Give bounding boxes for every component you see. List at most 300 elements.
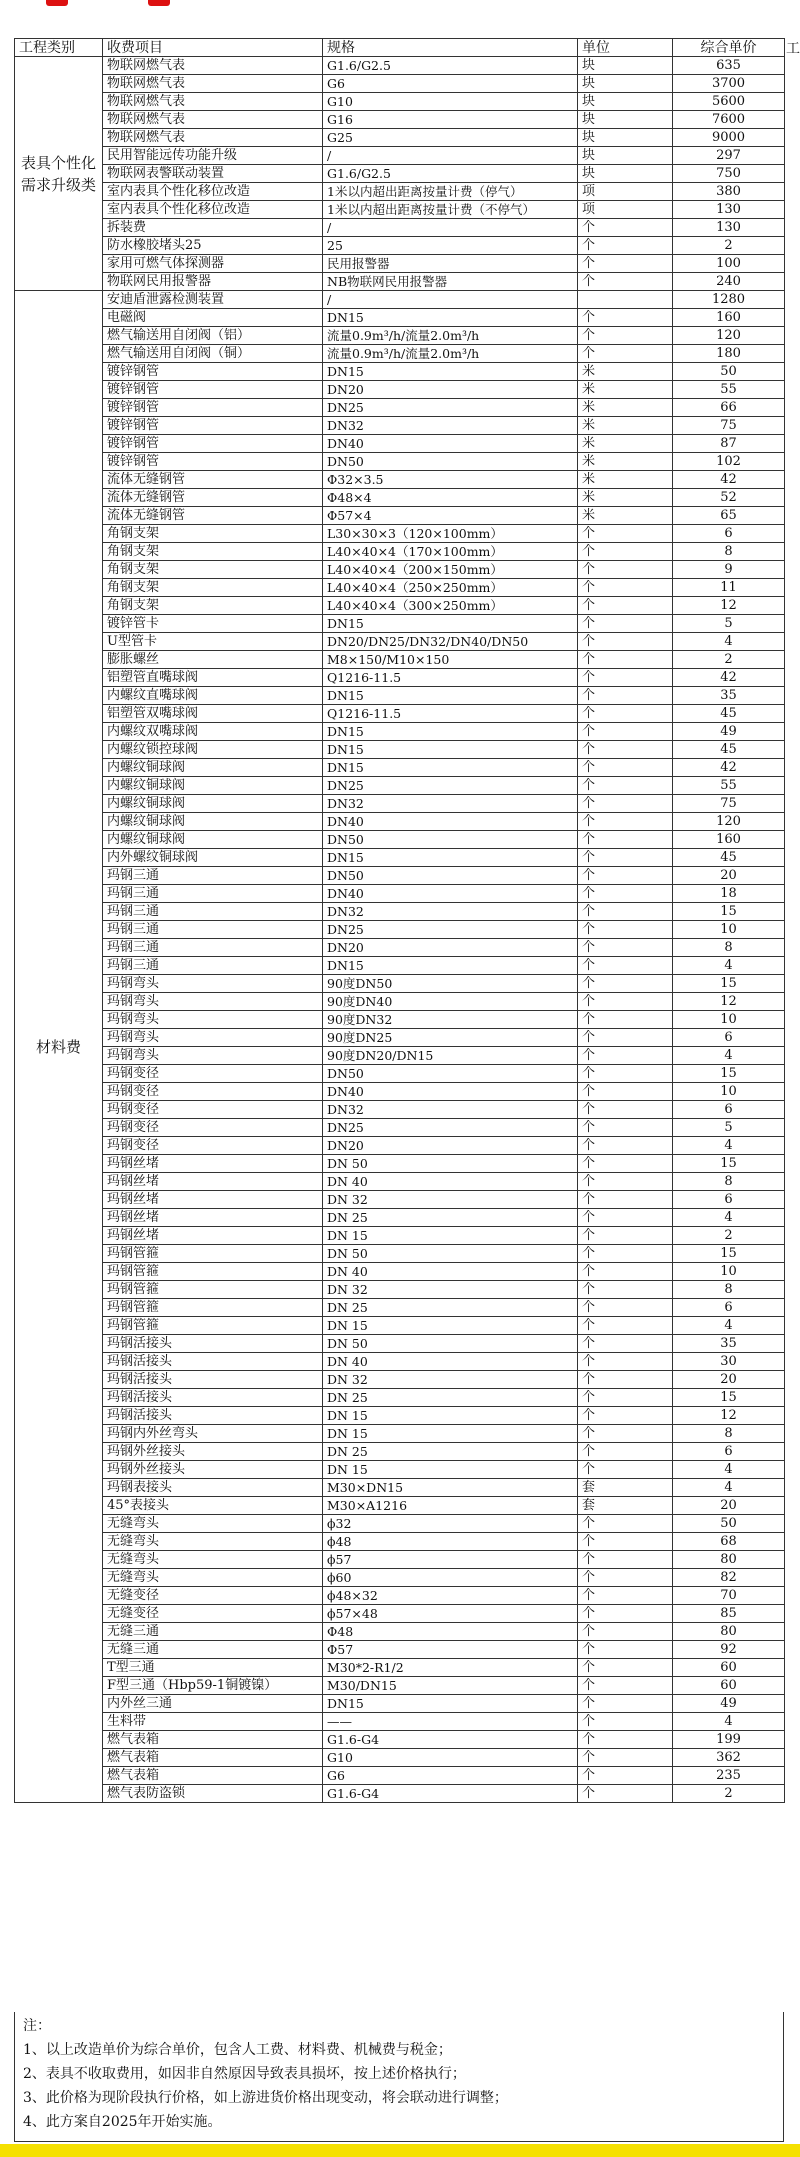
cell-item: 角钢支架	[103, 561, 323, 579]
cell-unit: 个	[578, 1119, 673, 1137]
cell-spec: L40×40×4（200×150mm）	[323, 561, 578, 579]
category-meter-upgrade: 表具个性化需求升级类	[15, 57, 103, 291]
cell-item: 玛钢丝堵	[103, 1191, 323, 1209]
cell-unit: 个	[578, 1731, 673, 1749]
table-row	[15, 1065, 785, 1083]
cell-spec: ϕ60	[323, 1569, 578, 1587]
cell-item: 流体无缝钢管	[103, 471, 323, 489]
cell-unit: 个	[578, 1317, 673, 1335]
cell-unit: 个	[578, 831, 673, 849]
cell-unit: 块	[578, 111, 673, 129]
cell-item: 镀锌钢管	[103, 381, 323, 399]
cell-spec: DN32	[323, 1101, 578, 1119]
cell-price: 15	[673, 1245, 785, 1263]
header-category: 工程类别	[15, 39, 103, 57]
cell-unit: 个	[578, 723, 673, 741]
table-row	[15, 183, 785, 201]
table-row	[15, 1101, 785, 1119]
cell-item: 玛钢变径	[103, 1137, 323, 1155]
cell-spec: Q1216-11.5	[323, 669, 578, 687]
cell-unit: 个	[578, 705, 673, 723]
table-row	[15, 1011, 785, 1029]
cell-spec: Φ48	[323, 1623, 578, 1641]
cell-price: 4	[673, 957, 785, 975]
table-row	[15, 1407, 785, 1425]
cell-price: 180	[673, 345, 785, 363]
cell-price: 11	[673, 579, 785, 597]
cell-unit: 个	[578, 1533, 673, 1551]
cell-unit: 个	[578, 1155, 673, 1173]
cell-price: 12	[673, 1407, 785, 1425]
cell-spec: 1米以内超出距离按量计费（不停气）	[323, 201, 578, 219]
cell-unit: 个	[578, 669, 673, 687]
cell-spec: DN20/DN25/DN32/DN40/DN50	[323, 633, 578, 651]
cell-spec: DN32	[323, 903, 578, 921]
cell-item: 玛钢外丝接头	[103, 1461, 323, 1479]
cell-price: 20	[673, 1497, 785, 1515]
cell-spec: DN15	[323, 687, 578, 705]
cell-spec: Φ57	[323, 1641, 578, 1659]
cell-price: 50	[673, 1515, 785, 1533]
cell-price: 60	[673, 1677, 785, 1695]
cell-price: 5600	[673, 93, 785, 111]
cell-item: 玛钢变径	[103, 1101, 323, 1119]
cell-spec: DN15	[323, 759, 578, 777]
cell-item: 内外螺纹铜球阀	[103, 849, 323, 867]
table-row	[15, 363, 785, 381]
cell-item: 玛钢活接头	[103, 1353, 323, 1371]
cell-unit: 米	[578, 381, 673, 399]
table-row	[15, 381, 785, 399]
cell-item: 内螺纹双嘴球阀	[103, 723, 323, 741]
table-row	[15, 1209, 785, 1227]
cell-unit: 个	[578, 219, 673, 237]
cell-spec: DN 32	[323, 1371, 578, 1389]
table-row	[15, 399, 785, 417]
cell-spec: DN40	[323, 885, 578, 903]
cell-price: 6	[673, 1191, 785, 1209]
table-row	[15, 633, 785, 651]
cell-unit: 个	[578, 885, 673, 903]
table-row	[15, 885, 785, 903]
cell-spec: M30/DN15	[323, 1677, 578, 1695]
table-row	[15, 1497, 785, 1515]
cell-unit: 个	[578, 1425, 673, 1443]
right-edge-char: 工	[786, 41, 800, 57]
cell-item: 玛钢活接头	[103, 1407, 323, 1425]
table-row	[15, 1299, 785, 1317]
cell-spec: DN50	[323, 1065, 578, 1083]
cell-price: 4	[673, 1047, 785, 1065]
cell-spec: G6	[323, 1767, 578, 1785]
cell-item: 燃气输送用自闭阀（铜）	[103, 345, 323, 363]
note-2: 2、表具不收取费用，如因非自然原因导致表具损坏，按上述价格执行；	[23, 2066, 466, 2082]
cell-price: 55	[673, 777, 785, 795]
table-row	[15, 165, 785, 183]
cell-price: 15	[673, 1389, 785, 1407]
cell-unit: 个	[578, 1767, 673, 1785]
cell-item: 内螺纹铜球阀	[103, 759, 323, 777]
cell-unit: 个	[578, 1389, 673, 1407]
cell-price: 297	[673, 147, 785, 165]
table-row	[15, 813, 785, 831]
cell-spec: DN50	[323, 831, 578, 849]
cell-price: 42	[673, 669, 785, 687]
cell-price: 130	[673, 201, 785, 219]
table-row	[15, 795, 785, 813]
cell-unit: 个	[578, 1245, 673, 1263]
table-row	[15, 1443, 785, 1461]
cell-unit: 块	[578, 93, 673, 111]
cell-price: 12	[673, 993, 785, 1011]
cell-spec: Q1216-11.5	[323, 705, 578, 723]
cell-unit: 个	[578, 345, 673, 363]
table-row	[15, 1767, 785, 1785]
cell-price: 8	[673, 1281, 785, 1299]
cell-item: 玛钢三通	[103, 885, 323, 903]
table-row	[15, 1713, 785, 1731]
cell-item: 玛钢活接头	[103, 1389, 323, 1407]
cell-price: 2	[673, 1785, 785, 1803]
cell-spec: DN25	[323, 399, 578, 417]
cell-item: 镀锌钢管	[103, 399, 323, 417]
cell-price: 80	[673, 1623, 785, 1641]
cell-price: 4	[673, 1479, 785, 1497]
cell-spec: DN 25	[323, 1443, 578, 1461]
cell-item: 电磁阀	[103, 309, 323, 327]
cell-unit: 个	[578, 1785, 673, 1803]
cell-unit: 个	[578, 1227, 673, 1245]
table-row	[15, 1281, 785, 1299]
cell-unit: 项	[578, 183, 673, 201]
red-mark	[46, 0, 68, 6]
cell-price: 49	[673, 1695, 785, 1713]
cell-item: 内螺纹铜球阀	[103, 795, 323, 813]
price-table	[14, 38, 785, 1803]
cell-item: 玛钢三通	[103, 867, 323, 885]
cell-unit: 个	[578, 1065, 673, 1083]
table-row	[15, 1083, 785, 1101]
cell-unit: 个	[578, 1137, 673, 1155]
cell-unit: 个	[578, 1011, 673, 1029]
cell-item: 无缝弯头	[103, 1515, 323, 1533]
table-row	[15, 1695, 785, 1713]
cell-price: 80	[673, 1551, 785, 1569]
notes-title: 注：	[23, 2018, 51, 2034]
cell-price: 20	[673, 1371, 785, 1389]
table-row	[15, 1371, 785, 1389]
cell-item: 内螺纹铜球阀	[103, 777, 323, 795]
top-strip	[0, 0, 800, 18]
table-row	[15, 147, 785, 165]
cell-spec: DN 50	[323, 1245, 578, 1263]
cell-unit: 个	[578, 1263, 673, 1281]
cell-unit: 米	[578, 435, 673, 453]
cell-price: 55	[673, 381, 785, 399]
cell-item: 玛钢弯头	[103, 993, 323, 1011]
cell-unit: 个	[578, 309, 673, 327]
cell-item: 镀锌钢管	[103, 435, 323, 453]
cell-unit: 个	[578, 543, 673, 561]
table-row	[15, 741, 785, 759]
cell-unit: 个	[578, 1515, 673, 1533]
note-1: 1、以上改造单价为综合单价，包含人工费、材料费、机械费与税金；	[23, 2042, 452, 2058]
table-row	[15, 345, 785, 363]
cell-unit: 个	[578, 1605, 673, 1623]
cell-spec: M30*2-R1/2	[323, 1659, 578, 1677]
table-row	[15, 615, 785, 633]
cell-unit: 个	[578, 957, 673, 975]
cell-price: 130	[673, 219, 785, 237]
cell-item: 镀锌钢管	[103, 363, 323, 381]
cell-price: 4	[673, 1137, 785, 1155]
cell-item: 玛钢管箍	[103, 1263, 323, 1281]
cell-spec: Φ48×4	[323, 489, 578, 507]
table-row	[15, 435, 785, 453]
cell-item: 玛钢丝堵	[103, 1155, 323, 1173]
table-row	[15, 1263, 785, 1281]
cell-spec: M8×150/M10×150	[323, 651, 578, 669]
cell-spec: DN 15	[323, 1317, 578, 1335]
cell-spec: DN40	[323, 813, 578, 831]
cell-price: 120	[673, 813, 785, 831]
header-unit: 单位	[578, 39, 673, 57]
cell-spec: DN50	[323, 453, 578, 471]
cell-unit: 块	[578, 147, 673, 165]
cell-spec: DN15	[323, 723, 578, 741]
table-row	[15, 309, 785, 327]
table-row	[15, 489, 785, 507]
cell-price: 160	[673, 309, 785, 327]
cell-unit: 个	[578, 867, 673, 885]
cell-price: 4	[673, 1209, 785, 1227]
cell-price: 102	[673, 453, 785, 471]
cell-unit: 个	[578, 273, 673, 291]
category-material: 材料费	[15, 291, 103, 1803]
cell-unit: 块	[578, 75, 673, 93]
cell-spec: L40×40×4（250×250mm）	[323, 579, 578, 597]
cell-spec: DN50	[323, 867, 578, 885]
table-row	[15, 1641, 785, 1659]
cell-unit: 个	[578, 849, 673, 867]
cell-price: 70	[673, 1587, 785, 1605]
table-row	[15, 579, 785, 597]
table-row	[15, 1569, 785, 1587]
cell-spec: DN 40	[323, 1353, 578, 1371]
table-row	[15, 597, 785, 615]
cell-price: 8	[673, 1173, 785, 1191]
cell-item: 玛钢内外丝弯头	[103, 1425, 323, 1443]
table-row	[15, 1317, 785, 1335]
cell-unit: 个	[578, 975, 673, 993]
cell-item: 玛钢丝堵	[103, 1209, 323, 1227]
cell-unit: 个	[578, 651, 673, 669]
cell-price: 45	[673, 705, 785, 723]
cell-spec: G1.6/G2.5	[323, 165, 578, 183]
table-row	[15, 975, 785, 993]
cell-price: 30	[673, 1353, 785, 1371]
cell-item: 内螺纹铜球阀	[103, 813, 323, 831]
cell-item: 玛钢弯头	[103, 975, 323, 993]
cell-item: 燃气表箱	[103, 1731, 323, 1749]
cell-spec: DN 50	[323, 1155, 578, 1173]
cell-unit: 个	[578, 1353, 673, 1371]
table-row	[15, 219, 785, 237]
cell-price: 240	[673, 273, 785, 291]
cell-price: 15	[673, 1155, 785, 1173]
header-spec: 规格	[323, 39, 578, 57]
table-row	[15, 759, 785, 777]
table-row	[15, 1335, 785, 1353]
cell-price: 87	[673, 435, 785, 453]
cell-item: 安迪盾泄露检测装置	[103, 291, 323, 309]
cell-spec: G1.6-G4	[323, 1731, 578, 1749]
cell-price: 15	[673, 975, 785, 993]
table-row	[15, 1623, 785, 1641]
cell-price: 12	[673, 597, 785, 615]
cell-item: 物联网燃气表	[103, 57, 323, 75]
table-row	[15, 921, 785, 939]
cell-price: 18	[673, 885, 785, 903]
cell-item: 玛钢活接头	[103, 1371, 323, 1389]
bottom-bar	[0, 2144, 800, 2157]
table-row	[15, 1119, 785, 1137]
cell-unit: 块	[578, 165, 673, 183]
cell-item: 家用可燃气体探测器	[103, 255, 323, 273]
cell-price: 9000	[673, 129, 785, 147]
cell-item: 燃气表箱	[103, 1767, 323, 1785]
cell-item: 玛钢丝堵	[103, 1173, 323, 1191]
cell-price: 9	[673, 561, 785, 579]
cell-unit: 米	[578, 489, 673, 507]
cell-price: 4	[673, 633, 785, 651]
cell-item: 燃气表箱	[103, 1749, 323, 1767]
cell-item: 角钢支架	[103, 597, 323, 615]
cell-price: 66	[673, 399, 785, 417]
cell-spec: 1米以内超出距离按量计费（停气）	[323, 183, 578, 201]
cell-spec: /	[323, 291, 578, 309]
cell-item: 拆装费	[103, 219, 323, 237]
cell-unit: 个	[578, 1749, 673, 1767]
cell-item: 玛钢三通	[103, 939, 323, 957]
cell-unit: 个	[578, 1641, 673, 1659]
cell-spec: DN 15	[323, 1227, 578, 1245]
table-row	[15, 957, 785, 975]
cell-item: 物联网燃气表	[103, 111, 323, 129]
cell-spec: DN 25	[323, 1389, 578, 1407]
cell-spec: G1.6/G2.5	[323, 57, 578, 75]
cell-item: 玛钢弯头	[103, 1047, 323, 1065]
table-row	[15, 993, 785, 1011]
table-row	[15, 651, 785, 669]
table-row	[15, 849, 785, 867]
cell-unit: 个	[578, 1677, 673, 1695]
cell-spec: 流量0.9m³/h/流量2.0m³/h	[323, 345, 578, 363]
cell-item: 无缝弯头	[103, 1551, 323, 1569]
cell-spec: /	[323, 219, 578, 237]
cell-spec: DN 15	[323, 1407, 578, 1425]
cell-item: 无缝三通	[103, 1641, 323, 1659]
cell-price: 2	[673, 237, 785, 255]
cell-spec: DN20	[323, 381, 578, 399]
cell-spec: DN32	[323, 417, 578, 435]
cell-price: 49	[673, 723, 785, 741]
cell-price: 5	[673, 615, 785, 633]
cell-item: 内螺纹铜球阀	[103, 831, 323, 849]
cell-price: 75	[673, 417, 785, 435]
cell-spec: DN 25	[323, 1299, 578, 1317]
cell-spec: Φ32×3.5	[323, 471, 578, 489]
red-mark	[148, 0, 170, 6]
table-row	[15, 57, 785, 75]
cell-item: 玛钢管箍	[103, 1317, 323, 1335]
cell-price: 8	[673, 939, 785, 957]
cell-unit: 个	[578, 1461, 673, 1479]
table-row	[15, 1425, 785, 1443]
cell-unit: 个	[578, 1659, 673, 1677]
cell-unit: 个	[578, 1623, 673, 1641]
table-row	[15, 1749, 785, 1767]
table-row	[15, 471, 785, 489]
cell-unit: 个	[578, 1191, 673, 1209]
cell-spec: Φ57×4	[323, 507, 578, 525]
cell-price: 100	[673, 255, 785, 273]
cell-spec: L40×40×4（170×100mm）	[323, 543, 578, 561]
cell-item: 物联网燃气表	[103, 129, 323, 147]
cell-unit: 个	[578, 1371, 673, 1389]
cell-unit: 米	[578, 471, 673, 489]
cell-unit: 个	[578, 561, 673, 579]
table-row	[15, 273, 785, 291]
table-row	[15, 291, 785, 309]
cell-spec: DN40	[323, 1083, 578, 1101]
cell-item: 流体无缝钢管	[103, 507, 323, 525]
cell-spec: DN 25	[323, 1209, 578, 1227]
cell-unit: 个	[578, 1299, 673, 1317]
notes-block	[14, 2012, 784, 2142]
cell-price: 82	[673, 1569, 785, 1587]
table-row	[15, 1047, 785, 1065]
cell-price: 362	[673, 1749, 785, 1767]
cell-unit: 个	[578, 1569, 673, 1587]
cell-item: 流体无缝钢管	[103, 489, 323, 507]
cell-price: 635	[673, 57, 785, 75]
cell-item: 玛钢三通	[103, 957, 323, 975]
table-row	[15, 1731, 785, 1749]
table-row	[15, 75, 785, 93]
cell-spec: M30×DN15	[323, 1479, 578, 1497]
cell-price: 5	[673, 1119, 785, 1137]
cell-unit: 米	[578, 507, 673, 525]
cell-item: 内螺纹直嘴球阀	[103, 687, 323, 705]
cell-unit: 项	[578, 201, 673, 219]
cell-unit: 个	[578, 939, 673, 957]
cell-item: 燃气表防盗锁	[103, 1785, 323, 1803]
cell-spec: 90度DN20/DN15	[323, 1047, 578, 1065]
table-row	[15, 831, 785, 849]
cell-item: 内外丝三通	[103, 1695, 323, 1713]
cell-spec: DN15	[323, 1695, 578, 1713]
cell-unit: 个	[578, 1335, 673, 1353]
cell-unit: 米	[578, 453, 673, 471]
cell-unit	[578, 291, 673, 309]
table-row	[15, 1551, 785, 1569]
cell-item: 内螺纹锁控球阀	[103, 741, 323, 759]
cell-item: 玛钢三通	[103, 903, 323, 921]
cell-spec: DN40	[323, 435, 578, 453]
table-row	[15, 1389, 785, 1407]
cell-price: 6	[673, 1029, 785, 1047]
